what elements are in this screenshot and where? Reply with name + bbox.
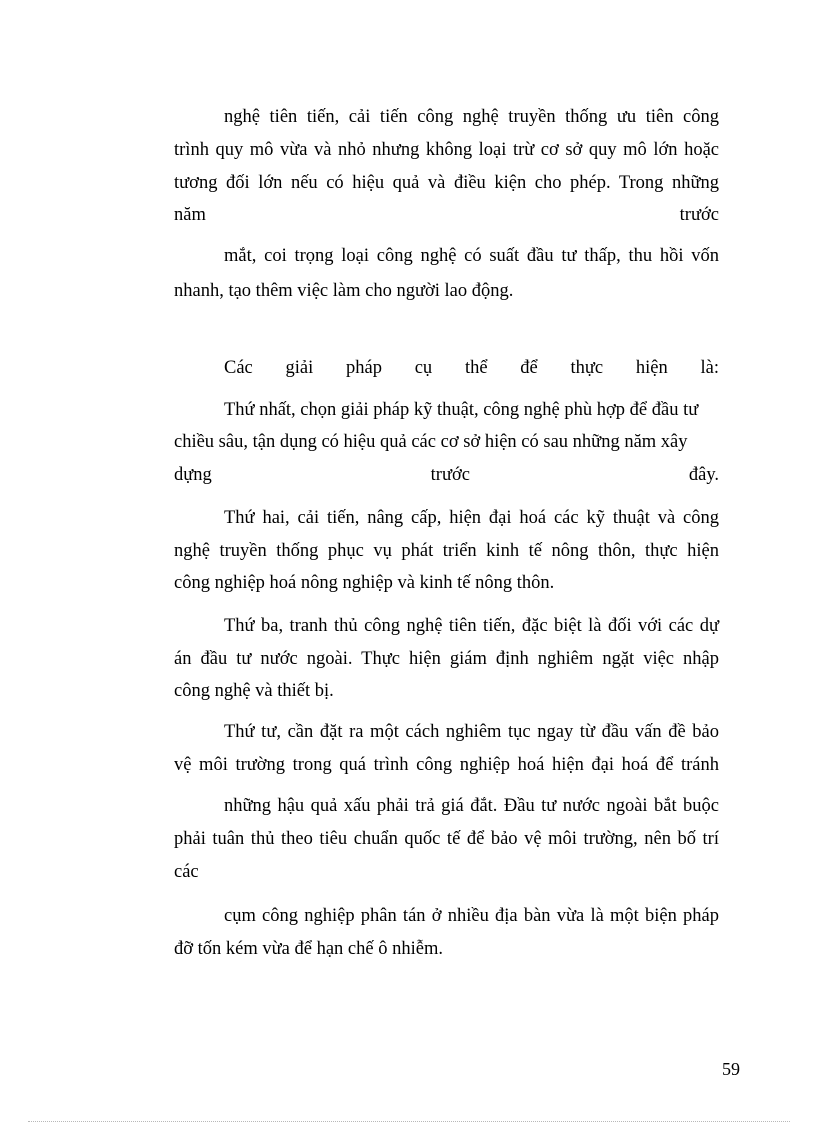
page-number: 59: [722, 1059, 740, 1079]
text-line: Thứ tư, cần đặt ra một cách nghiêm tục ngay từ đầu vấn đề bảo: [224, 722, 719, 742]
text-line: cụm công nghiệp phân tán ở nhiều địa bàn vừa là một biện pháp: [224, 906, 719, 926]
text-line: Thứ hai, cải tiến, nâng cấp, hiện đại hoá các kỹ thuật và công: [224, 508, 719, 528]
text-line: mắt, coi trọng loại công nghệ có suất đầu tư thấp, thu hồi vốn: [224, 246, 719, 266]
text-line: vệ môi trường trong quá trình công nghiệp hoá hiện đại hoá để tránh: [174, 755, 719, 775]
text-line: tương đối lớn nếu có hiệu quả và điều kiện cho phép. Trong những: [174, 173, 719, 193]
text-line: Các giải pháp cụ thể để thực hiện là:: [224, 358, 719, 378]
text-line: công nghiệp hoá nông nghiệp và kinh tế nông thôn.: [174, 573, 555, 593]
footer-divider: [28, 1121, 790, 1122]
text-line: chiều sâu, tận dụng có hiệu quả các cơ sở hiện có sau những năm xây: [174, 432, 688, 452]
text-line: công nghệ và thiết bị.: [174, 681, 334, 701]
text-line: Thứ ba, tranh thủ công nghệ tiên tiến, đặc biệt là đối với các dự: [224, 616, 719, 636]
text-line: những hậu quả xấu phải trả giá đắt. Đầu tư nước ngoài bắt buộc: [224, 796, 719, 816]
text-line: đỡ tốn kém vừa để hạn chế ô nhiễm.: [174, 939, 443, 959]
text-line: Thứ nhất, chọn giải pháp kỹ thuật, công nghệ phù hợp để đầu tư: [224, 400, 699, 420]
text-line: trình quy mô vừa và nhỏ nhưng không loại trừ cơ sở quy mô lớn hoặc: [174, 140, 719, 160]
text-line: nghệ truyền thống phục vụ phát triển kinh tế nông thôn, thực hiện: [174, 541, 719, 561]
text-line: nhanh, tạo thêm việc làm cho người lao động.: [174, 281, 514, 301]
text-line: án đầu tư nước ngoài. Thực hiện giám định nghiêm ngặt việc nhập: [174, 649, 719, 669]
text-line: năm trước: [174, 205, 719, 225]
text-line: dựng trước đây.: [174, 465, 719, 485]
text-line: các: [174, 862, 199, 882]
text-line: nghệ tiên tiến, cải tiến công nghệ truyền thống ưu tiên công: [224, 107, 719, 127]
text-line: phải tuân thủ theo tiêu chuẩn quốc tế để bảo vệ môi trường, nên bố trí: [174, 829, 719, 849]
